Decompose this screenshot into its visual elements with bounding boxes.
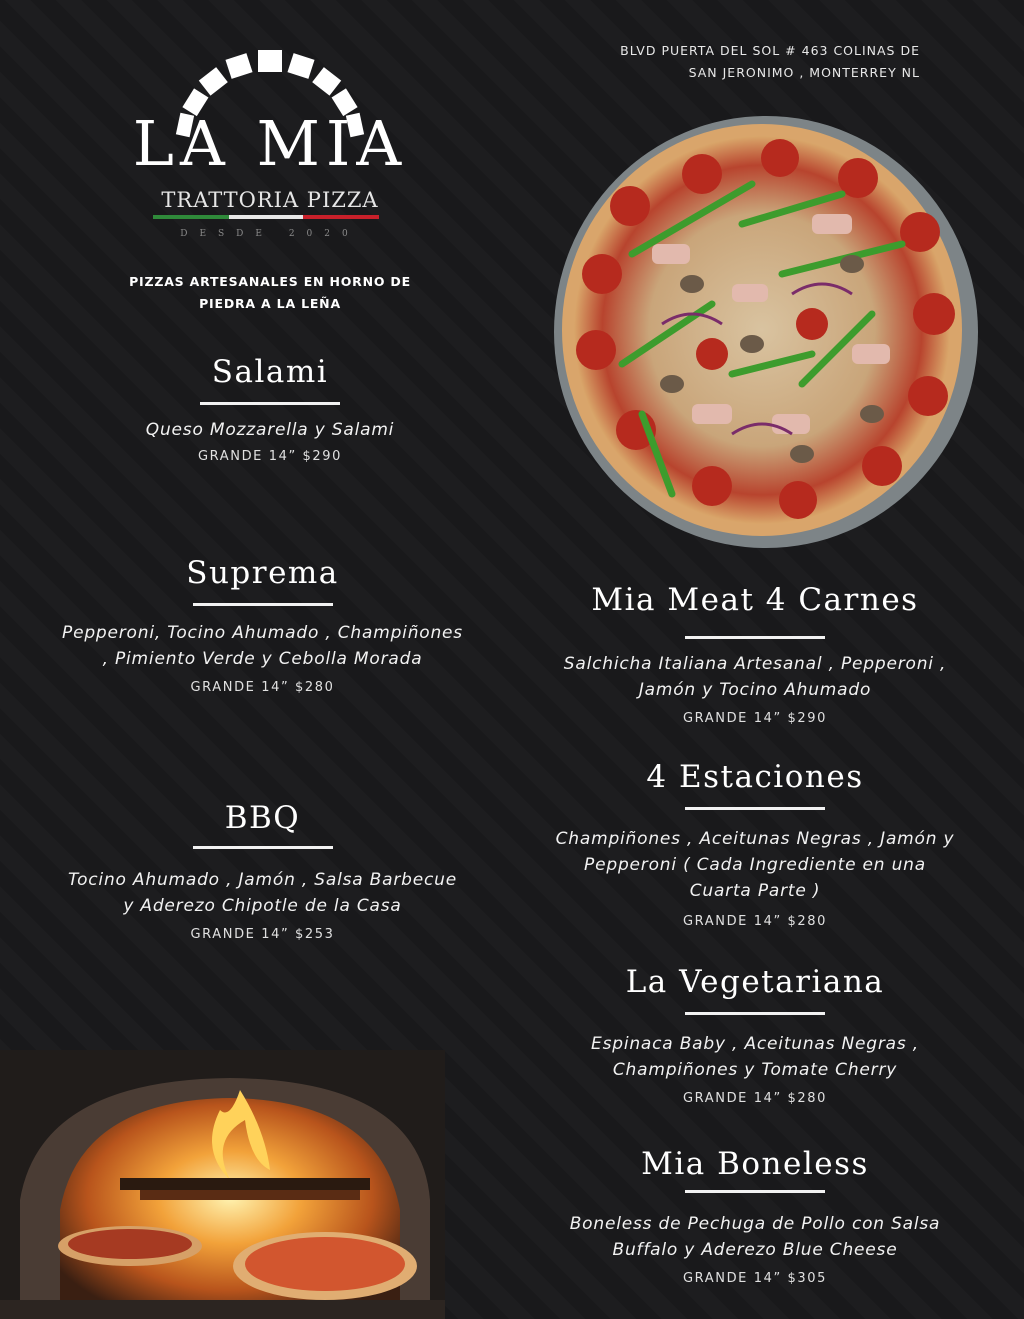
item-description: Pepperoni, Tocino Ahumado , Champiñones , Pimiento Verde y Cebolla Morada: [62, 623, 463, 669]
title-underline: [685, 1012, 825, 1015]
brand-name: LA MIA: [132, 107, 408, 180]
title-underline: [685, 1190, 825, 1193]
tagline: PIZZAS ARTESANALES EN HORNO DE PIEDRA A LA LEÑA: [129, 274, 411, 311]
menu-item-bbq: [40, 798, 485, 942]
item-price: GRANDE 14” $290: [197, 449, 343, 464]
item-price: GRANDE 14” $280: [190, 680, 335, 695]
item-description: Boneless de Pechuga de Pollo con Salsa Buffalo y Aderezo Blue Cheese: [569, 1214, 941, 1260]
item-name: Salami: [211, 354, 329, 390]
item-price: GRANDE 14” $280: [682, 914, 828, 929]
item-price: GRANDE 14” $305: [682, 1271, 828, 1286]
menu-item-mia-boneless: [535, 1144, 975, 1286]
flag-stripe-white: [229, 215, 303, 219]
title-underline: [193, 603, 333, 606]
item-description: Espinaca Baby , Aceitunas Negras , Champiñones y Tomate Cherry: [591, 1034, 919, 1080]
item-name: BBQ: [224, 800, 301, 836]
menu-item-suprema: [40, 553, 485, 695]
item-price: GRANDE 14” $290: [682, 711, 828, 726]
flag-stripe-red: [303, 215, 379, 219]
item-name: Mia Boneless: [641, 1146, 869, 1182]
title-underline: [193, 846, 333, 849]
menu-item-mia-meat: [535, 580, 975, 726]
restaurant-address: BLVD PUERTA DEL SOL # 463 COLINAS DE SAN JERONIMO , MONTERREY NL: [620, 43, 920, 80]
item-price: GRANDE 14” $253: [190, 927, 335, 942]
flag-stripe-green: [153, 215, 229, 219]
title-underline: [200, 402, 340, 405]
title-underline: [685, 807, 825, 810]
item-name: La Vegetariana: [625, 964, 885, 1000]
menu-item-la-vegetariana: [535, 962, 975, 1106]
item-price: GRANDE 14” $280: [682, 1091, 828, 1106]
item-name: Suprema: [186, 555, 339, 591]
item-name: 4 Estaciones: [646, 759, 864, 795]
item-description: Tocino Ahumado , Jamón , Salsa Barbecue y Aderezo Chipotle de la Casa: [68, 870, 457, 916]
item-description: Queso Mozzarella y Salami: [145, 420, 395, 440]
item-description: Salchicha Italiana Artesanal , Pepperoni , Jamón y Tocino Ahumado: [563, 654, 947, 700]
menu-item-4-estaciones: [535, 757, 975, 929]
pizza-photo: [552, 114, 982, 550]
brand-subtitle: TRATTORIA PIZZA: [161, 188, 379, 212]
item-description: Champiñones , Aceitunas Negras , Jamón y Pepperoni ( Cada Ingrediente en una Cuarta Parte ): [555, 829, 955, 901]
brand-since: DESDE 2020: [180, 229, 360, 239]
wood-fired-oven-photo: [0, 1050, 445, 1319]
item-name: Mia Meat 4 Carnes: [591, 582, 919, 618]
title-underline: [685, 636, 825, 639]
menu-item-salami: [110, 352, 430, 464]
